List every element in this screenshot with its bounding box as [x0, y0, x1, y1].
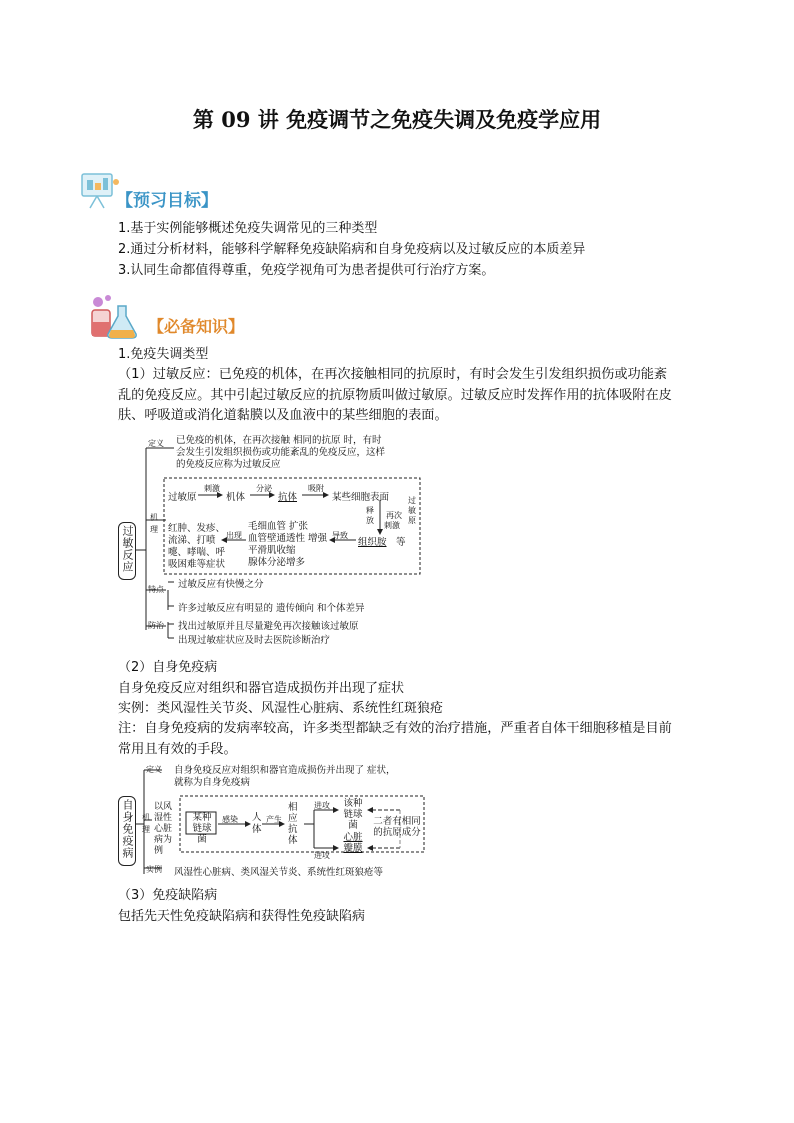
- infect-text: 感染: [222, 815, 238, 824]
- immunodef-text: 包括先天性免疫缺陷病和获得性免疫缺陷病: [118, 909, 366, 924]
- allergy-text: 已免疫的机体，在再次接触相同的抗原时，有时会发生引发组织损伤或功能紊乱的免疫反应。其中引起过敏反应的抗原物质叫做过敏原。过敏反应时发挥作用的抗体吸附在皮肤、呼吸道或消化道黏膜以及血液中的某些细胞的表面。: [118, 367, 672, 423]
- def-label: 定义: [148, 439, 164, 448]
- produce-text: 产生: [266, 815, 282, 824]
- immunodef-title: （3）免疫缺陷病: [118, 888, 218, 903]
- def-line-2: 会发生引发组织损伤或功能紊乱的免疫反应，这样: [176, 447, 386, 458]
- preview-item-1: 1.基于实例能够概述免疫失调常见的三种类型: [118, 221, 378, 236]
- capillary-line-4: 腺体分泌增多: [248, 557, 306, 568]
- example-side-text: 以风湿性心脏病为例: [154, 802, 173, 856]
- allergy-root-box: 过敏反应: [118, 522, 136, 580]
- etc-text: 等: [396, 537, 406, 548]
- allergen-text: 过敏原: [168, 492, 197, 503]
- feature-label: 特点: [148, 585, 164, 594]
- mech-label: 机理: [150, 513, 158, 534]
- def-line-3: 的免疫反应称为过敏反应: [176, 459, 281, 470]
- autoimmune-root-box: 自身免疫病: [118, 796, 136, 866]
- heart-valve-text: 心脏瓣膜: [343, 832, 363, 854]
- adsorb-text: 吸附: [308, 484, 324, 493]
- capillary-line-3: 平滑肌收缩: [248, 545, 296, 556]
- release-text: 释放: [366, 506, 374, 525]
- autoimmune-line-3: 注：自身免疫病的发病率较高，许多类型都缺乏有效的治疗措施，严重者自体干细胞移植是目前常用且有效的手段。: [118, 721, 672, 757]
- feature-2: 许多过敏反应有明显的 遗传倾向 和个体差异: [178, 603, 365, 614]
- prevention-2: 出现过敏症状应及时去医院诊断治疗: [178, 635, 331, 646]
- preview-item-2: 2.通过分析材料，能够科学解释免疫缺陷病和自身免疫病以及过敏反应的本质差异: [118, 242, 586, 257]
- antibody2-text: 相应抗体: [288, 802, 298, 846]
- autoimmune-title: （2）自身免疫病: [118, 660, 218, 675]
- antibody-text: 抗体: [278, 492, 298, 503]
- prevention-1: 找出过敏原并且尽量避免再次接触该过敏原: [178, 621, 359, 632]
- lab-flask-icon: [86, 292, 140, 342]
- preview-heading: 【预习目标】: [116, 191, 218, 211]
- symptom-line-2: 流涕、打喷: [168, 535, 216, 546]
- autoimmune-line-1: 自身免疫反应对组织和器官造成损伤并出现了症状: [118, 681, 405, 696]
- attack-2-text: 进攻: [314, 851, 330, 860]
- feature-1: 过敏反应有快慢之分: [178, 579, 264, 590]
- human-text: 人体: [252, 812, 262, 835]
- allergy-diagram: [118, 430, 438, 646]
- cause-text: 导致: [332, 531, 348, 540]
- stimulate-text: 刺激: [204, 484, 220, 493]
- capillary-line-2: 血管壁通透性 增强: [248, 533, 328, 544]
- def2-line-2: 就称为自身免疫病: [174, 777, 251, 788]
- histamine-text: 组织胺: [358, 537, 387, 548]
- capillary-line-1: 毛细血管 扩张: [248, 521, 309, 532]
- symptom-line-3: 嚏、哮喘、呼: [168, 547, 226, 558]
- knowledge-heading: 【必备知识】: [148, 317, 245, 336]
- examples-text: 风湿性心脏病、类风湿关节炎、系统性红斑狼疮等: [174, 867, 384, 878]
- secrete-text: 分泌: [256, 484, 272, 493]
- symptom-line-4: 吸困难等症状: [168, 559, 226, 570]
- symptom-line-1: 红肿、发疹、: [168, 523, 226, 534]
- allergy-title: （1）过敏反应：: [118, 367, 219, 382]
- same-antigen-text: 二者有相同的抗原成分: [373, 816, 421, 838]
- cell-surface-text: 某些细胞表面: [332, 492, 390, 503]
- attack-1-text: 进攻: [314, 801, 330, 810]
- example-label: 实例: [146, 865, 162, 874]
- allergen-vertical-text: 过敏原: [408, 496, 416, 525]
- appear-text: 出现: [226, 531, 242, 540]
- strep-text: 某种链球菌: [192, 812, 212, 845]
- autoimmune-line-2: 实例：类风湿性关节炎、风湿性心脏病、系统性红斑狼疮: [118, 701, 444, 716]
- def2-label: 定义: [146, 765, 162, 774]
- body-text: 机体: [226, 492, 246, 503]
- def-line-1: 已免疫的机体，在再次接触 相同的抗原 时，有时: [176, 435, 382, 446]
- page-title: 第 09 讲 免疫调节之免疫失调及免疫学应用: [192, 107, 602, 132]
- stimulate2-text: 刺激: [384, 521, 400, 530]
- allergy-paragraph: [118, 365, 678, 427]
- this-strep-text: 该种链球菌: [343, 798, 363, 831]
- def2-line-1: 自身免疫反应对组织和器官造成损伤并出现了 症状，: [174, 765, 396, 776]
- preview-item-3: 3.认同生命都值得尊重，免疫学视角可为患者提供可行治疗方案。: [118, 263, 495, 278]
- section1-title: 1.免疫失调类型: [118, 347, 209, 362]
- again-text: 再次: [386, 511, 402, 520]
- prevention-label: 防治: [148, 621, 164, 630]
- autoimmune-diagram: [118, 762, 438, 880]
- mech2-label: 机理: [142, 813, 150, 834]
